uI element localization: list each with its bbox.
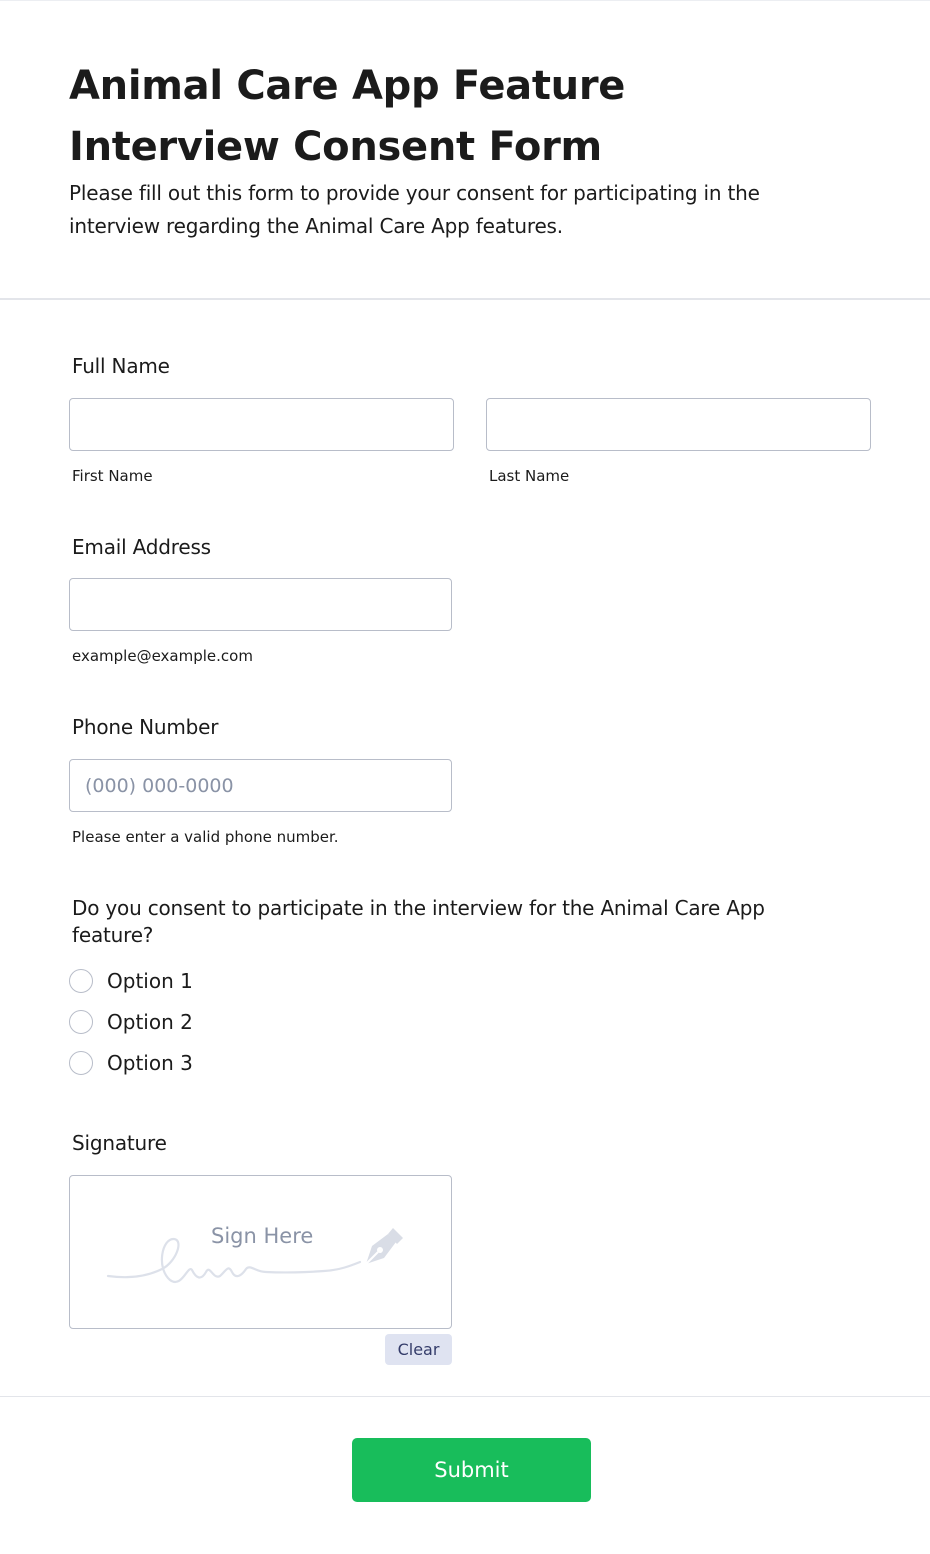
last-name-sublabel: Last Name — [489, 467, 570, 485]
first-name-input[interactable] — [69, 398, 454, 451]
form-header — [0, 0, 930, 298]
phone-input[interactable] — [69, 759, 452, 812]
footer-divider — [0, 1396, 930, 1397]
phone-label: Phone Number — [72, 715, 219, 739]
radio-label: Option 2 — [107, 1010, 193, 1034]
clear-signature-button[interactable]: Clear — [385, 1334, 452, 1365]
signature-placeholder: Sign Here — [211, 1224, 314, 1248]
radio-button[interactable] — [69, 1051, 93, 1075]
signature-label: Signature — [72, 1131, 167, 1155]
radio-label: Option 3 — [107, 1051, 193, 1075]
radio-button[interactable] — [69, 969, 93, 993]
submit-button[interactable]: Submit — [352, 1438, 591, 1502]
phone-sublabel: Please enter a valid phone number. — [72, 828, 339, 846]
full-name-label: Full Name — [72, 354, 170, 378]
radio-button[interactable] — [69, 1010, 93, 1034]
email-sublabel: example@example.com — [72, 647, 253, 665]
signature-pad[interactable] — [69, 1175, 452, 1329]
consent-option-2[interactable] — [69, 1008, 193, 1036]
email-input[interactable] — [69, 578, 452, 631]
first-name-sublabel: First Name — [72, 467, 153, 485]
consent-question: Do you consent to participate in the interview for the Animal Care App feature? — [72, 896, 765, 947]
consent-option-1[interactable] — [69, 967, 193, 995]
form-title: Animal Care App Feature Interview Consent Form — [69, 63, 626, 170]
header-divider — [0, 298, 930, 300]
consent-option-3[interactable] — [69, 1049, 193, 1077]
last-name-input[interactable] — [486, 398, 871, 451]
form-description: Please fill out this form to provide your consent for participating in the interview regarding the Animal Care App features. — [69, 181, 760, 238]
radio-label: Option 1 — [107, 969, 193, 993]
pen-nib-icon — [360, 1222, 408, 1270]
email-label: Email Address — [72, 535, 211, 559]
